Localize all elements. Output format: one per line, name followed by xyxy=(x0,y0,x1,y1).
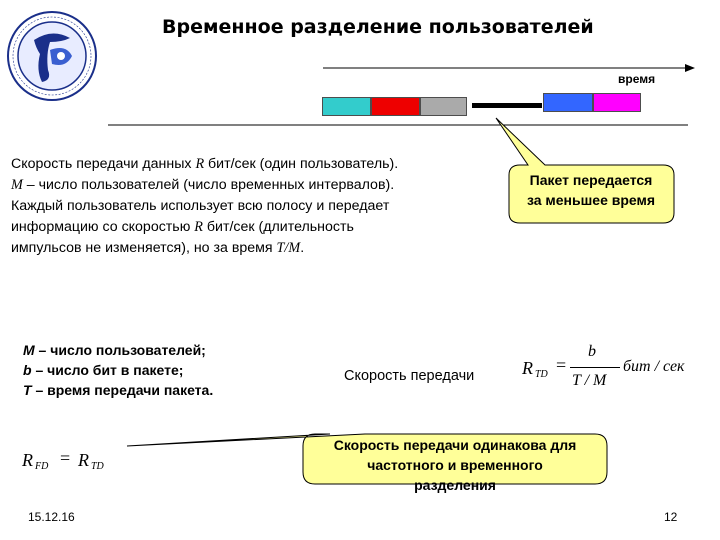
equality-right: R xyxy=(78,450,89,470)
formula-equals: = xyxy=(556,355,567,375)
equality-sign: = xyxy=(60,448,71,468)
formula-unit: бит / сек xyxy=(623,358,685,375)
formula-lhs-sub: TD xyxy=(535,369,548,380)
time-axis-label: время xyxy=(618,72,656,86)
formula-numerator: b xyxy=(588,343,596,360)
footer-date: 15.12.16 xyxy=(28,510,75,524)
callout-top xyxy=(509,165,673,220)
formula-lhs: R xyxy=(522,358,533,378)
rate-label: Скорость передачи xyxy=(344,368,475,384)
description-text xyxy=(11,154,481,259)
equality-left-sub: FD xyxy=(35,461,49,472)
timeslot-user-5 xyxy=(593,93,641,112)
formula-rtd xyxy=(520,341,700,393)
page-number: 12 xyxy=(664,510,678,524)
callout-top-line-1: Пакет передается xyxy=(529,172,653,188)
description-line-1: Скорость передачи данных R бит/сек (один пользователь). xyxy=(11,156,399,172)
equality-left: R xyxy=(22,450,33,470)
timeslot-user-2 xyxy=(371,97,420,116)
formula-fraction-bar xyxy=(570,367,620,368)
callout-top-line-2: за меньшее время xyxy=(526,192,656,208)
description-line-5: импульсов не изменяется), но за время T/M. xyxy=(11,240,305,256)
description-line-4: информацию со скоростью R бит/сек (длительность xyxy=(11,219,354,235)
definition-t: T – время передачи пакета. xyxy=(23,382,214,398)
callout-bottom-line-1: Скорость передачи одинакова для xyxy=(333,437,577,453)
timeslot-gap xyxy=(472,103,542,108)
definitions-list xyxy=(23,340,213,400)
description-line-2: M – число пользователей (число временных интервалов). xyxy=(11,177,395,193)
slide-title: Временное разделение пользователей xyxy=(162,16,594,38)
timeslot-user-3 xyxy=(420,97,467,116)
callout-bottom-line-3: разделения xyxy=(414,477,496,493)
university-emblem-icon xyxy=(6,10,98,102)
timeslot-user-1 xyxy=(322,97,371,116)
description-line-3: Каждый пользователь использует всю полосу и передает xyxy=(11,198,390,214)
callout-bottom xyxy=(300,435,610,495)
formula-equality xyxy=(20,448,130,476)
equality-right-sub: TD xyxy=(91,461,104,472)
callout-bottom-line-2: частотного и временного xyxy=(367,457,543,473)
formula-denominator: T / M xyxy=(572,372,607,389)
definition-b: b – число бит в пакете; xyxy=(23,362,184,378)
definition-m: M – число пользователей; xyxy=(23,342,206,358)
timeslot-user-4 xyxy=(543,93,593,112)
